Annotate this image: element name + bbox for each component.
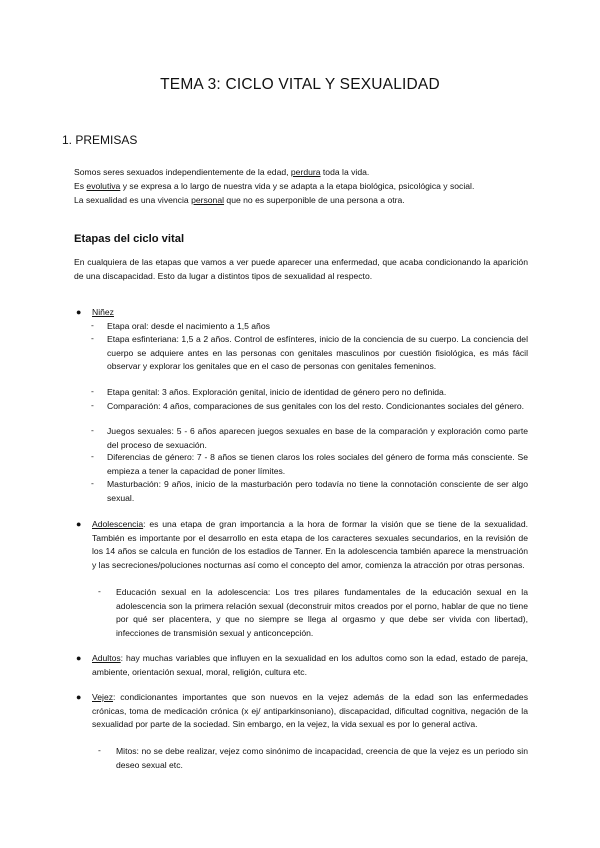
etapas-heading: Etapas del ciclo vital [74,233,185,245]
bullet-icon: ● [76,692,82,702]
section-heading-premisas: 1. PREMISAS [62,133,138,147]
vejez-paragraph: Vejez: condicionantes importantes que son nuevos en la vejez además de la edad son las enfermedades crónicas, toma de medicación crónica (x ej/ antiparkinsoniano), discapacidad, dificultad cognitiva, negación de la sexualidad por parte de la sociedad. Sin embargo, en la vejez, la vida sexual es por lo general activa. [92,692,528,730]
dash-icon: - [91,400,94,410]
ninez-item: Comparación: 4 años, comparaciones de sus genitales con los del resto. Condicionantes sociales del género. [107,401,525,411]
document-title: TEMA 3: CICLO VITAL Y SEXUALIDAD [160,76,440,93]
dash-icon: - [91,386,94,396]
premisa-line-1: Somos seres sexuados independientemente de la edad, perdura toda la vida. [74,167,370,177]
ninez-item: Etapa oral: desde el nacimiento a 1,5 años [107,321,270,331]
bullet-icon: ● [76,307,82,317]
dash-icon: - [98,745,101,755]
premisa-line-3: La sexualidad es una vivencia personal que no es superponible de una persona a otra. [74,195,405,205]
bullet-icon: ● [76,653,82,663]
dash-icon: - [91,451,94,461]
adolescencia-subitem: Educación sexual en la adolescencia: Los tres pilares fundamentales de la educación sexual en la adolescencia son la primera relación sexual (deconstruir mitos creados por el porno, hablar de que no tiene por qué ser placentera, y que no siempre se llega al orgasmo y que debe ser vivida con libertad), infecciones de transmisión sexual y anticoncepción. [116,587,528,638]
bullet-icon: ● [76,519,82,529]
ninez-item: Etapa genital: 3 años. Exploración genital, inicio de identidad de género pero no definida. [107,387,447,397]
dash-icon: - [91,478,94,488]
ninez-item: Diferencias de género: 7 - 8 años se tienen claros los roles sociales del género de forma más consciente. Se empieza a tener la capacidad de poner límites. [107,452,528,476]
ninez-heading: Niñez [92,307,114,317]
dash-icon: - [91,425,94,435]
dash-icon: - [91,320,94,330]
dash-icon: - [91,333,94,343]
adultos-paragraph: Adultos: hay muchas variables que influyen en la sexualidad en los adultos como son la edad, estado de pareja, ambiente, orientación sexual, moral, religión, cultura etc. [92,653,528,677]
etapas-intro-paragraph: En cualquiera de las etapas que vamos a ver puede aparecer una enfermedad, que acaba condicionando la aparición de una discapacidad. Esto da lugar a distintos tipos de sexualidad al respecto. [74,257,528,281]
vejez-subitem: Mitos: no se debe realizar, vejez como sinónimo de incapacidad, creencia de que la vejez es un periodo sin deseo sexual etc. [116,746,528,770]
dash-icon: - [98,586,101,596]
premisas-paragraph [74,165,528,207]
ninez-item: Masturbación: 9 años, inicio de la masturbación pero todavía no tiene la connotación consciente de ser algo sexual. [107,479,528,503]
ninez-item: Etapa esfinteriana: 1,5 a 2 años. Control de esfínteres, inicio de la conciencia de su cuerpo. La conciencia del cuerpo se adquiere antes en las personas con genitales masculinos por cuestión fisiológica, es más fácil observar y explorar los genitales que en el caso de personas con genitales femeninos. [107,334,528,372]
ninez-item: Juegos sexuales: 5 - 6 años aparecen juegos sexuales en base de la comparación y exploración como parte del proceso de sexuación. [107,426,528,450]
premisa-line-2: Es evolutiva y se expresa a lo largo de nuestra vida y se adapta a la etapa biológica, psicológica y social. [74,181,475,191]
adolescencia-paragraph: Adolescencia: es una etapa de gran importancia a la hora de formar la visión que se tiene de la sexualidad. También es importante por el desarrollo en esta etapa de los caracteres sexuales secundarios, en la revisión de los 14 años se calcula en función de los estadios de Tanner. En la adolescencia también aparece la menstruación y las secreciones/poluciones nocturnas así como el concepto del amor, comienza la atracción por otras personas. [92,519,528,570]
